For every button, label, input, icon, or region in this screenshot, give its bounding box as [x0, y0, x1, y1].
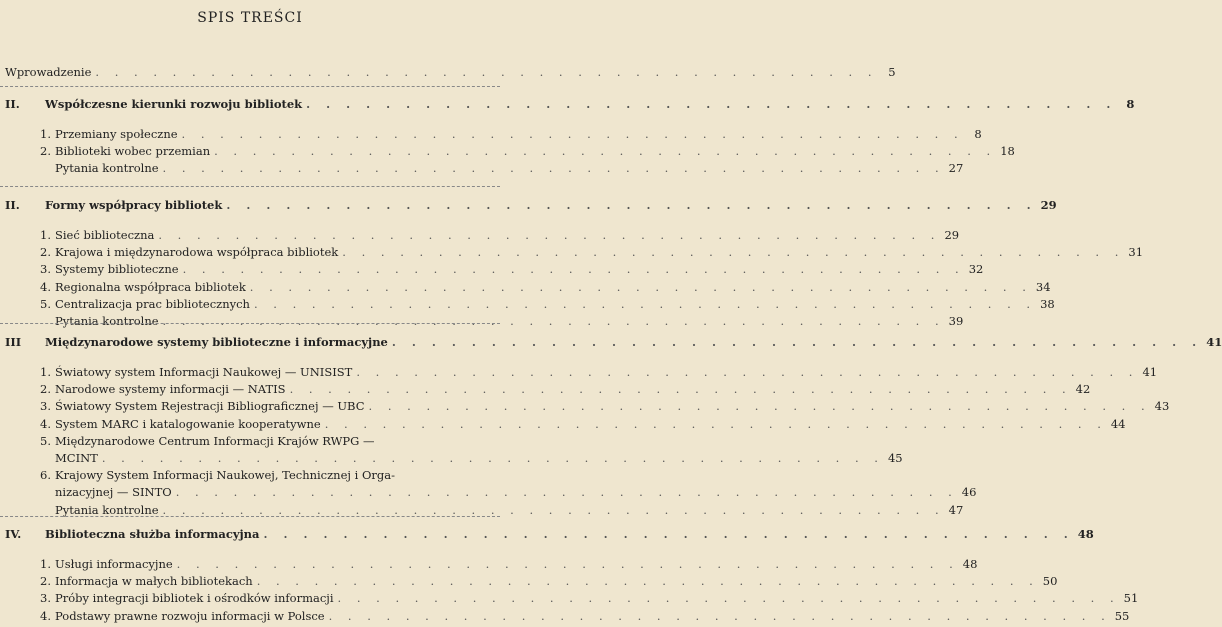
dot-leader: . . . . . . . . . . . . . . . . . . . . . . . . . . . . . . . . . . . . . . . . . [337, 591, 1120, 606]
entry-title: nizacyjnej — SINTO [55, 485, 172, 500]
entry-title: Biblioteczna służba informacyjna [45, 527, 260, 541]
toc-entry [40, 573, 1058, 589]
toc-entry [40, 313, 964, 329]
toc-entry [40, 143, 1015, 159]
entry-title: Pytania kontrolne [55, 161, 159, 176]
page-number: 8 [1126, 97, 1135, 111]
entry-title: Międzynarodowe Centrum Informacji Krajów RWPG — [55, 433, 375, 448]
page-number: 48 [962, 557, 978, 571]
toc-entry [40, 126, 982, 142]
entry-title: Wprowadzenie [5, 65, 92, 79]
entry-title: Krajowy System Informacji Naukowej, Technicznej i Orga- [55, 468, 395, 483]
page-number: 27 [948, 161, 964, 176]
entry-number: II. [5, 97, 20, 111]
section-divider [0, 186, 500, 187]
toc-entry [40, 398, 1170, 414]
entry-number: 2. [40, 382, 51, 397]
toc-entry [40, 416, 1126, 432]
entry-title: System MARC i katalogowanie kooperatywne [55, 416, 321, 431]
dot-leader: . . . . . . . . . . . . . . . . . . . . . . . . . . . . . . . . . . . . . . . . . [256, 574, 1039, 589]
toc-entry [40, 296, 1055, 312]
page-number: 5 [888, 65, 896, 79]
dot-leader: . . . . . . . . . . . . . . . . . . . . . . . . . . . . . . . . . . . . . . . . . [368, 399, 1151, 414]
dot-leader: . . . . . . . . . . . . . . . . . . . . . . . . . . . . . . . . . . . . . . . . . [253, 296, 1037, 311]
entry-title: Sieć biblioteczna [55, 228, 155, 242]
page-number: 48 [1077, 527, 1094, 541]
entry-title: Międzynarodowe systemy biblioteczne i informacyjne [45, 335, 388, 349]
toc-entry [40, 279, 1051, 295]
dot-leader: . . . . . . . . . . . . . . . . . . . . . . . . . . . . . . . . . . . . . . . . . [289, 382, 1072, 397]
entry-number: 3. [40, 262, 51, 277]
dot-leader: . . . . . . . . . . . . . . . . . . . . . . . . . . . . . . . . . . . . . . . . . [342, 245, 1125, 260]
entry-number: 5. [40, 296, 51, 311]
section-heading [5, 334, 1222, 350]
entry-number: 2. [40, 144, 51, 159]
toc-entry [40, 381, 1091, 397]
entry-title: Światowy system Informacji Naukowej — UNISIST [55, 365, 353, 379]
entry-title: Próby integracji bibliotek i ośrodków informacji [55, 591, 334, 606]
toc-entry [40, 556, 978, 572]
dot-leader: . . . . . . . . . . . . . . . . . . . . . . . . . . . . . . . . . . . . . . . . . [162, 314, 945, 328]
dot-leader: . . . . . . . . . . . . . . . . . . . . . . . . . . . . . . . . . . . . . . . . . [226, 198, 1037, 212]
dot-leader: . . . . . . . . . . . . . . . . . . . . . . . . . . . . . . . . . . . . . . . . . [176, 557, 959, 571]
entry-title: Współczesne kierunki rozwoju bibliotek [45, 97, 303, 111]
entry-title: Centralizacja prac bibliotecznych [55, 296, 250, 311]
page-number: 38 [1040, 296, 1055, 311]
toc-entry [40, 160, 964, 176]
page-number: 41 [1142, 365, 1158, 379]
page-number: 55 [1114, 608, 1130, 623]
entry-number: 1. [40, 228, 51, 242]
entry-title: Usługi informacyjne [55, 557, 173, 571]
entry-title: Biblioteki wobec przemian [55, 144, 211, 159]
entry-title: Krajowa i międzynarodowa współpraca bibliotek [55, 245, 339, 260]
dot-leader: . . . . . . . . . . . . . . . . . . . . . . . . . . . . . . . . . . . . . . . . . [162, 161, 945, 176]
page-title: SPIS TREŚCI [197, 10, 303, 26]
page-number: 47 [948, 502, 964, 517]
toc-entry [40, 433, 490, 449]
dot-leader: . . . . . . . . . . . . . . . . . . . . . . . . . . . . . . . . . . . . . . . . . [324, 416, 1107, 431]
page-number: 46 [961, 485, 977, 500]
entry-title: Narodowe systemy informacji — NATIS [55, 382, 286, 397]
entry-number: 6. [40, 468, 51, 483]
page-number: 39 [948, 314, 964, 328]
dot-leader: . . . . . . . . . . . . . . . . . . . . . . . . . . . . . . . . . . . . . . . . . [306, 97, 1117, 111]
section-heading [5, 96, 1135, 112]
toc-entry [40, 364, 1158, 380]
entry-title: Systemy biblioteczne [55, 262, 179, 277]
page-number: 18 [1000, 144, 1015, 159]
dot-leader: . . . . . . . . . . . . . . . . . . . . . . . . . . . . . . . . . . . . . . . . . [175, 485, 958, 500]
dot-leader: . . . . . . . . . . . . . . . . . . . . . . . . . . . . . . . . . . . . . . . . . [95, 65, 878, 79]
section-divider [0, 516, 500, 517]
section-heading [5, 197, 1057, 213]
toc-entry [40, 467, 490, 483]
dot-leader: . . . . . . . . . . . . . . . . . . . . . . . . . . . . . . . . . . . . . . . . . [356, 365, 1139, 379]
entry-number: 1. [40, 127, 51, 141]
entry-number: 4. [40, 416, 51, 431]
page-number: 34 [1035, 279, 1051, 294]
page-number: 44 [1110, 416, 1126, 431]
dot-leader: . . . . . . . . . . . . . . . . . . . . . . . . . . . . . . . . . . . . . . . . . [328, 608, 1111, 623]
entry-title: Informacja w małych bibliotekach [55, 574, 253, 589]
entry-number: 3. [40, 591, 51, 606]
entry-number: 1. [40, 365, 51, 379]
page-number: 42 [1075, 382, 1091, 397]
page-number: 8 [974, 127, 982, 141]
page-number: 50 [1042, 574, 1058, 589]
entry-number: 1. [40, 557, 51, 571]
entry-number: III [5, 335, 22, 349]
dot-leader: . . . . . . . . . . . . . . . . . . . . . . . . . . . . . . . . . . . . . . . . . [182, 262, 965, 277]
entry-number: 2. [40, 245, 51, 260]
dot-leader: . . . . . . . . . . . . . . . . . . . . . . . . . . . . . . . . . . . . . . . . . [162, 502, 945, 517]
entry-title: Formy współpracy bibliotek [45, 198, 223, 212]
toc-entry [5, 64, 896, 80]
toc-entry [40, 590, 1139, 606]
dot-leader: . . . . . . . . . . . . . . . . . . . . . . . . . . . . . . . . . . . . . . . . . [249, 279, 1032, 294]
section-heading [5, 526, 1094, 542]
entry-number: 4. [40, 279, 51, 294]
toc-entry [40, 450, 903, 466]
dot-leader: . . . . . . . . . . . . . . . . . . . . . . . . . . . . . . . . . . . . . . . . . [181, 127, 964, 141]
entry-title: Pytania kontrolne [55, 314, 159, 328]
page-number: 29 [944, 228, 960, 242]
entry-title: Przemiany społeczne [55, 127, 178, 141]
entry-title: Podstawy prawne rozwoju informacji w Polsce [55, 608, 325, 623]
toc-entry [40, 608, 1130, 624]
entry-number: 4. [40, 608, 51, 623]
entry-title: Regionalna współpraca bibliotek [55, 279, 246, 294]
dot-leader: . . . . . . . . . . . . . . . . . . . . . . . . . . . . . . . . . . . . . . . . . [158, 228, 941, 242]
entry-number: 3. [40, 399, 51, 414]
page-number: 45 [887, 451, 903, 465]
page-number: 32 [968, 262, 984, 277]
dot-leader: . . . . . . . . . . . . . . . . . . . . . . . . . . . . . . . . . . . . . . . . . [391, 335, 1203, 349]
dot-leader: . . . . . . . . . . . . . . . . . . . . . . . . . . . . . . . . . . . . . . . . . [263, 527, 1074, 541]
section-divider [0, 86, 500, 87]
section-divider [0, 323, 500, 324]
toc-entry [40, 244, 1144, 260]
dot-leader: . . . . . . . . . . . . . . . . . . . . . . . . . . . . . . . . . . . . . . . . . [214, 144, 997, 159]
entry-title: Światowy System Rejestracji Bibliograficznej — UBC [55, 399, 365, 414]
page-number: 41 [1206, 335, 1222, 349]
page-number: 29 [1040, 198, 1057, 212]
entry-number: 5. [40, 433, 51, 448]
entry-number: 2. [40, 574, 51, 589]
entry-title: MCINT [55, 451, 98, 465]
page-number: 31 [1128, 245, 1144, 260]
toc-entry [40, 261, 984, 277]
toc-entry [40, 227, 960, 243]
dot-leader: . . . . . . . . . . . . . . . . . . . . . . . . . . . . . . . . . . . . . . . . . [101, 451, 884, 465]
entry-number: II. [5, 198, 20, 212]
toc-entry [40, 484, 977, 500]
page-number: 43 [1154, 399, 1170, 414]
page-number: 51 [1123, 591, 1139, 606]
entry-number: IV. [5, 527, 22, 541]
entry-title: Pytania kontrolne [55, 502, 159, 517]
